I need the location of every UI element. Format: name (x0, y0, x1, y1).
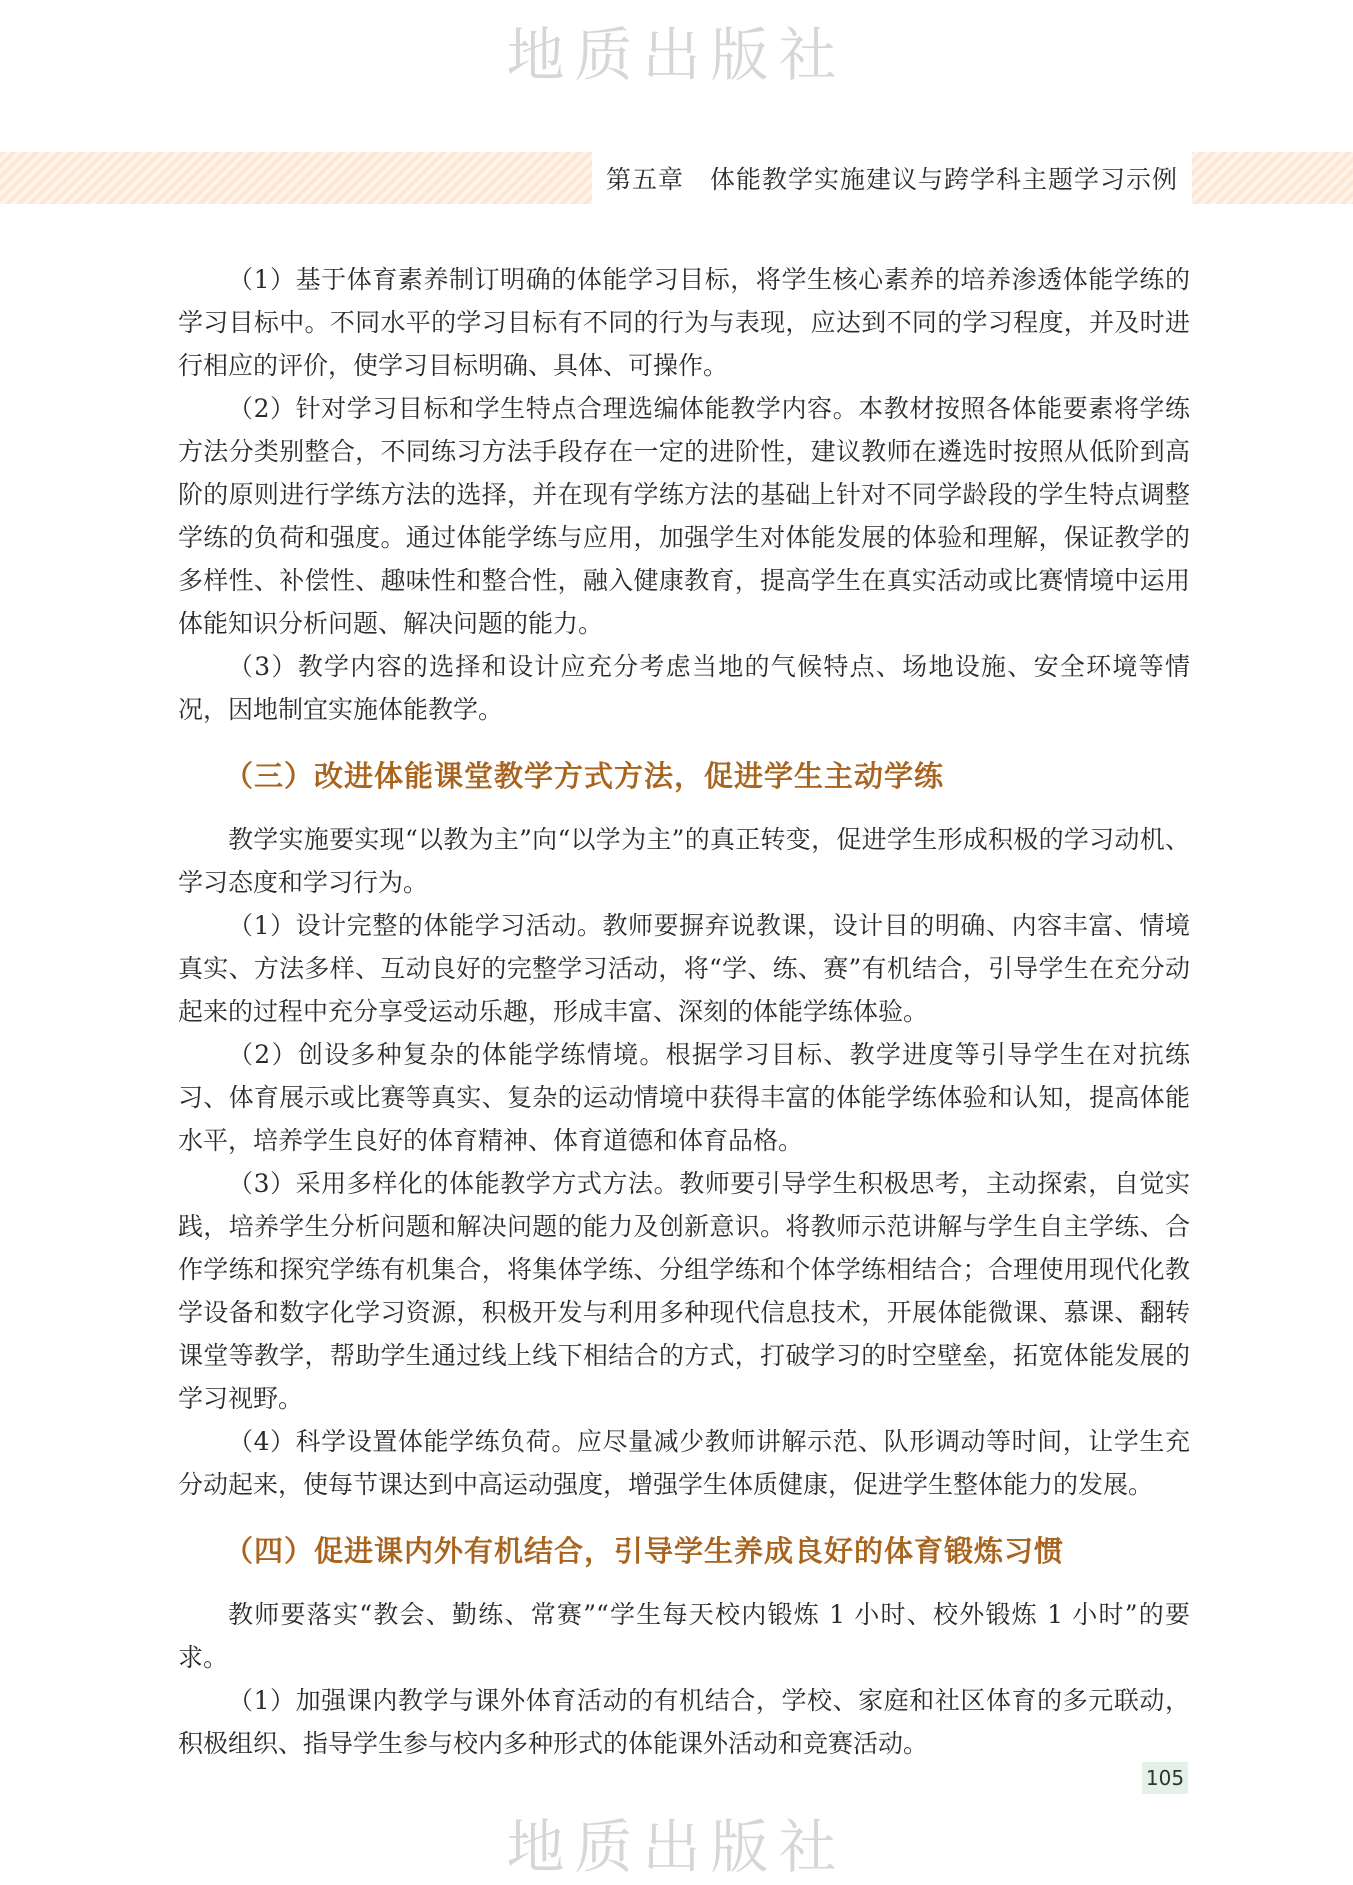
chapter-title: 第五章 体能教学实施建议与跨学科主题学习示例 (605, 165, 1178, 194)
paragraph-5: （1）设计完整的体能学习活动。教师要摒弃说教课，设计目的明确、内容丰富、情境真实、方法多样、互动良好的完整学习活动，将“学、练、赛”有机结合，引导学生在充分动起来的过程中充分享受运动乐趣，形成丰富、深刻的体能学练体验。 (178, 911, 1190, 1026)
paragraph-3: （3）教学内容的选择和设计应充分考虑当地的气候特点、场地设施、安全环境等情况，因地制宜实施体能教学。 (178, 652, 1190, 724)
paragraph-8: （4）科学设置体能学练负荷。应尽量减少教师讲解示范、队形调动等时间，让学生充分动起来，使每节课达到中高运动强度，增强学生体质健康，促进学生整体能力的发展。 (178, 1427, 1190, 1499)
paragraph-6: （2）创设多种复杂的体能学练情境。根据学习目标、教学进度等引导学生在对抗练习、体育展示或比赛等真实、复杂的运动情境中获得丰富的体能学练体验和认知，提高体能水平，培养学生良好的体育精神、体育道德和体育品格。 (178, 1040, 1190, 1155)
paragraph-7: （3）采用多样化的体能教学方式方法。教师要引导学生积极思考，主动探索，自觉实践，培养学生分析问题和解决问题的能力及创新意识。将教师示范讲解与学生自主学练、合作学练和探究学练有机集合，将集体学练、分组学练和个体学练相结合；合理使用现代化教学设备和数字化学习资源，积极开发与利用多种现代信息技术，开展体能微课、慕课、翻转课堂等教学，帮助学生通过线上线下相结合的方式，打破学习的时空壁垒，拓宽体能发展的学习视野。 (178, 1169, 1190, 1413)
body-content (178, 258, 1190, 1765)
section-heading-4: （四）促进课内外有机结合，引导学生养成良好的体育锻炼习惯 (224, 1534, 1065, 1568)
section-heading-3: （三）改进体能课堂教学方式方法，促进学生主动学练 (224, 759, 945, 793)
publisher-watermark-bottom: 地质出版社 (506, 1813, 847, 1881)
page-number: 105 (1142, 1762, 1188, 1794)
paragraph-4: 教学实施要实现“以教为主”向“以学为主”的真正转变，促进学生形成积极的学习动机、学习态度和学习行为。 (178, 825, 1190, 897)
paragraph-9: 教师要落实“教会、勤练、常赛”“学生每天校内锻炼 1 小时、校外锻炼 1 小时”的要求。 (178, 1600, 1190, 1672)
paragraph-1: （1）基于体育素养制订明确的体能学习目标，将学生核心素养的培养渗透体能学练的学习目标中。不同水平的学习目标有不同的行为与表现，应达到不同的学习程度，并及时进行相应的评价，使学习目标明确、具体、可操作。 (178, 265, 1190, 380)
running-header (592, 152, 1192, 204)
paragraph-2: （2）针对学习目标和学生特点合理选编体能教学内容。本教材按照各体能要素将学练方法分类别整合，不同练习方法手段存在一定的进阶性，建议教师在遴选时按照从低阶到高阶的原则进行学练方法的选择，并在现有学练方法的基础上针对不同学龄段的学生特点调整学练的负荷和强度。通过体能学练与应用，加强学生对体能发展的体验和理解，保证教学的多样性、补偿性、趣味性和整合性，融入健康教育，提高学生在真实活动或比赛情境中运用体能知识分析问题、解决问题的能力。 (178, 394, 1190, 638)
publisher-watermark-top: 地质出版社 (506, 21, 847, 89)
paragraph-10: （1）加强课内教学与课外体育活动的有机结合，学校、家庭和社区体育的多元联动，积极组织、指导学生参与校内多种形式的体能课外活动和竞赛活动。 (178, 1686, 1190, 1758)
